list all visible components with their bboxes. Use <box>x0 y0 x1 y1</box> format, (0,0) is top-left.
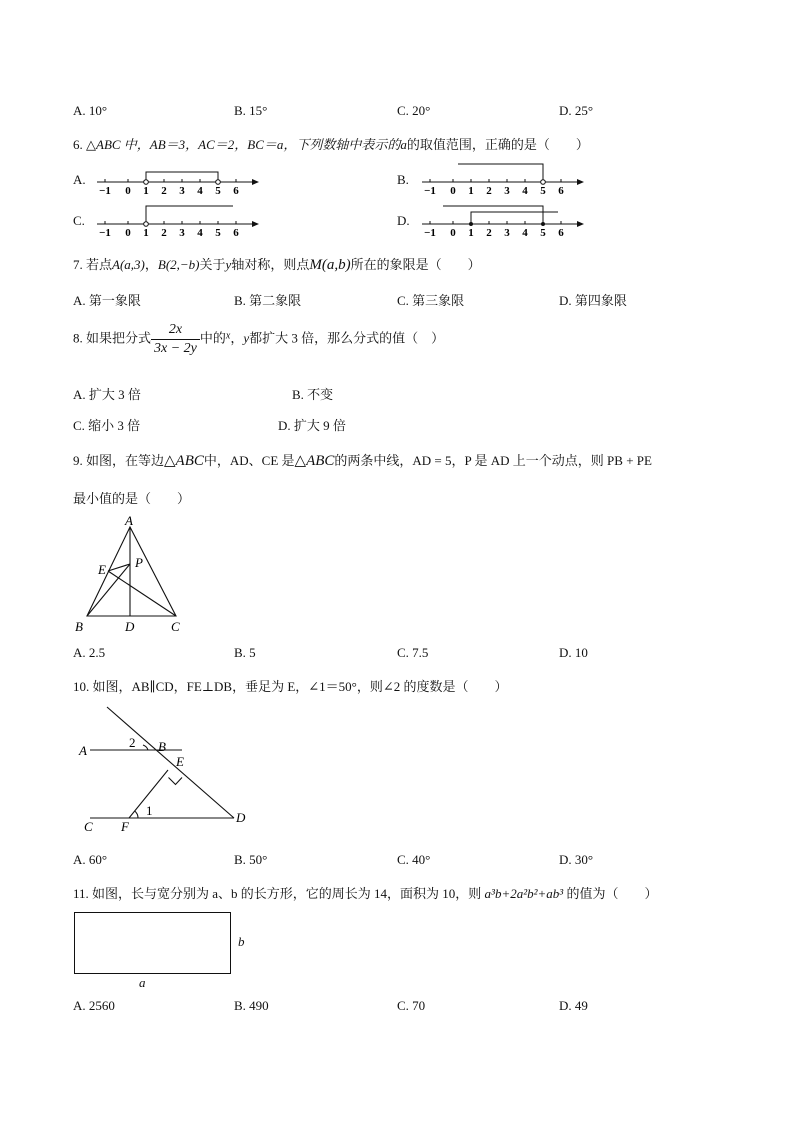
tick-label: 1 <box>468 227 474 238</box>
tick-label: 4 <box>197 227 203 238</box>
q10-label-f: F <box>121 819 129 834</box>
q8-option-d[interactable]: D. 扩大 9 倍 <box>278 418 346 433</box>
tick-label: 3 <box>179 185 185 196</box>
tick-label: −1 <box>99 185 111 196</box>
q10-parallel-lines-figure <box>72 700 262 840</box>
q9-stem <box>73 450 652 470</box>
tick-label: 3 <box>504 185 510 196</box>
tick-label: 0 <box>450 185 456 196</box>
q9-stem-part2: 中，AD、CE 是 <box>203 453 295 468</box>
q8-stem-part3: ， <box>230 330 244 346</box>
tick-label: 6 <box>233 185 239 196</box>
q11-expression: a³b+2a²b²+ab³ <box>484 886 564 901</box>
q11-label-a: a <box>139 975 146 990</box>
q11-label-b: b <box>238 934 245 949</box>
q10-label-a: A <box>79 743 87 758</box>
q6-var-a: a <box>400 137 407 152</box>
tick-label: 1 <box>143 227 149 238</box>
q5-option-a[interactable]: A. 10° <box>73 103 108 118</box>
tick-label: −1 <box>424 185 436 196</box>
q8-option-c[interactable]: C. 缩小 3 倍 <box>73 418 141 433</box>
number-line-c <box>95 202 265 238</box>
q9-option-b[interactable]: B. 5 <box>234 645 256 660</box>
tick-label: 3 <box>179 227 185 238</box>
q9-label-a: A <box>125 513 133 528</box>
tick-label: 1 <box>143 185 149 196</box>
tick-label: 0 <box>450 227 456 238</box>
q9-label-p: P <box>135 555 143 570</box>
q8-denominator: 3x − 2y <box>154 341 197 356</box>
tick-label: 5 <box>215 185 221 196</box>
q11-option-c[interactable]: C. 70 <box>397 998 426 1013</box>
q8-option-b[interactable]: B. 不变 <box>292 387 334 402</box>
q8-numerator: 2x <box>151 322 200 340</box>
number-line-d <box>420 202 590 238</box>
q11-options <box>0 998 794 1018</box>
q8-option-a[interactable]: A. 扩大 3 倍 <box>73 387 141 402</box>
tick-label: 5 <box>540 185 546 196</box>
q6-stem-part2: 的取值范围，正确的是（ ） <box>406 137 589 152</box>
q7-option-c[interactable]: C. 第三象限 <box>397 293 465 308</box>
q7-var-y: y <box>225 257 232 272</box>
q10-option-a[interactable]: A. 60° <box>73 852 108 867</box>
q7-option-a[interactable]: A. 第一象限 <box>73 293 141 308</box>
tick-label: 0 <box>125 185 131 196</box>
q10-option-b[interactable]: B. 50° <box>234 852 268 867</box>
q7-stem-part3: 轴对称，则点 <box>231 257 310 272</box>
q6-label-d: D. <box>397 213 410 228</box>
q11-stem-part2: 的值为（ ） <box>563 886 658 901</box>
tick-label: −1 <box>424 227 436 238</box>
q7-option-b[interactable]: B. 第二象限 <box>234 293 302 308</box>
q5-option-c[interactable]: C. 20° <box>397 103 431 118</box>
q7-point-b: B(2,−b) <box>157 257 200 272</box>
q7-stem-part1: 7. 若点 <box>73 257 113 272</box>
q9-option-c[interactable]: C. 7.5 <box>397 645 429 660</box>
q7-stem-part2: 关于 <box>199 257 226 272</box>
q7-point-m: M(a,b) <box>309 257 351 273</box>
q6-label-c[interactable]: C. <box>73 213 85 228</box>
tick-label: 6 <box>558 185 564 196</box>
q7-options <box>0 290 794 310</box>
q11-option-a[interactable]: A. 2560 <box>73 998 115 1013</box>
q6-stem <box>73 134 589 153</box>
q10-options <box>0 852 794 872</box>
q11-stem-part1: 11. 如图，长与宽分别为 a、b 的长方形，它的周长为 14，面积为 10，则 <box>73 886 485 901</box>
q11-option-d[interactable]: D. 49 <box>559 998 588 1013</box>
q10-option-d[interactable]: D. 30° <box>559 852 594 867</box>
q7-option-d[interactable]: D. 第四象限 <box>559 293 627 308</box>
q10-label-e: E <box>176 754 184 769</box>
q9-triangle-figure <box>70 512 190 636</box>
q5-option-d[interactable]: D. 25° <box>559 103 594 118</box>
tick-label: 5 <box>540 227 546 238</box>
number-line-a <box>95 160 265 196</box>
q10-angle-2: 2 <box>129 735 136 750</box>
q6-stem-part1: △ABC 中，AB＝3，AC＝2，BC＝a，下列数轴中表示的 <box>86 137 401 152</box>
q10-option-c[interactable]: C. 40° <box>397 852 431 867</box>
tick-label: 6 <box>558 227 564 238</box>
q9-label-d: D <box>125 619 135 634</box>
q9-option-d[interactable]: D. 10 <box>559 645 588 660</box>
q9-option-a[interactable]: A. 2.5 <box>73 645 106 660</box>
q10-stem: 10. 如图，AB∥CD，FE⊥DB，垂足为 E，∠1＝50°，则∠2 的度数是（ ） <box>73 679 508 694</box>
q6-label-b[interactable]: B. <box>397 172 409 187</box>
q11-rectangle <box>74 912 231 974</box>
tick-label: 4 <box>522 185 528 196</box>
q7-stem-part4: 所在的象限是（ ） <box>350 257 481 272</box>
q5-options <box>0 103 794 123</box>
tick-label: 5 <box>215 227 221 238</box>
tick-label: 4 <box>197 185 203 196</box>
q9-label-e: E <box>98 562 106 577</box>
q9-triangle-1: △ABC <box>164 453 204 469</box>
q9-triangle-2: △ABC <box>294 453 335 469</box>
tick-label: −1 <box>99 227 111 238</box>
q8-var-x: x <box>225 330 231 342</box>
q10-label-d: D <box>236 810 246 825</box>
q7-point-a: A(a,3) <box>112 257 145 272</box>
q10-angle-1: 1 <box>146 803 153 818</box>
q9-stem-line2: 最小值的是（ ） <box>73 491 191 506</box>
q6-label-a[interactable]: A. <box>73 172 86 187</box>
q11-stem <box>73 883 657 902</box>
q11-option-b[interactable]: B. 490 <box>234 998 269 1013</box>
q9-options <box>0 645 794 665</box>
tick-label: 1 <box>468 185 474 196</box>
tick-label: 6 <box>233 227 239 238</box>
q9-stem-part3: 的两条中线，AD = 5，P 是 AD 上一个动点，则 PB + PE <box>334 453 652 468</box>
q9-label-c: C <box>171 619 180 634</box>
q9-label-b: B <box>75 619 83 634</box>
q7-stem <box>73 254 481 274</box>
q8-stem-part1: 8. 如果把分式 <box>73 330 152 346</box>
q6-number: 6. <box>73 137 86 152</box>
q7-separator: ， <box>144 257 158 272</box>
q5-option-b[interactable]: B. 15° <box>234 103 268 118</box>
q8-fraction <box>151 322 200 357</box>
tick-label: 4 <box>522 227 528 238</box>
q8-stem-part2: 中的 <box>199 330 226 346</box>
q8-stem-part4: 都扩大 3 倍，那么分式的值（ ） <box>249 330 445 346</box>
tick-label: 2 <box>161 227 167 238</box>
tick-label: 3 <box>504 227 510 238</box>
q10-label-b: B <box>158 739 166 754</box>
q9-stem-part1: 9. 如图，在等边 <box>73 453 165 468</box>
tick-label: 2 <box>161 185 167 196</box>
number-line-b <box>420 160 590 196</box>
q8-stem <box>73 322 444 357</box>
q10-label-c: C <box>84 819 93 834</box>
tick-label: 2 <box>486 227 492 238</box>
tick-label: 0 <box>125 227 131 238</box>
q8-var-y: y <box>243 330 250 346</box>
tick-label: 2 <box>486 185 492 196</box>
